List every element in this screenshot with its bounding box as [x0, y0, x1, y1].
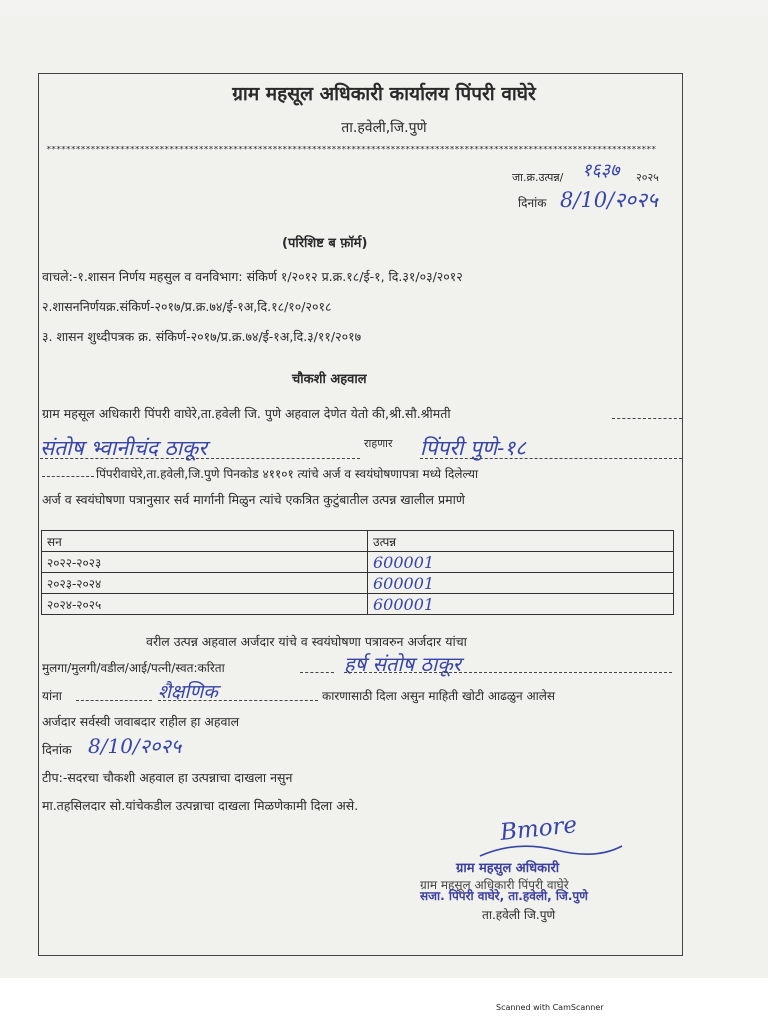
- blank-line: [300, 672, 334, 673]
- taluka-line: ता.हवेली,जि.पुणे: [341, 120, 427, 136]
- year-cell: २०२२-२०२३: [42, 552, 368, 573]
- body-line-3: पिंपरीवाघेरे,ता.हवेली,जि.पुणे पिनकोड ४११०१ त्यांचे अर्ज व स्वयंघोषणापत्रा मध्ये दिलेल्या: [96, 467, 479, 481]
- top-margin: [0, 0, 768, 16]
- beneficiary-underline: [344, 672, 672, 673]
- year-cell: २०२४-२०२५: [42, 594, 368, 615]
- report-date-value: 8/10/२०२५: [88, 734, 182, 758]
- outward-label: जा.क्र.उत्पन्न/: [512, 171, 564, 184]
- body-line-1: ग्राम महसूल अधिकारी पिंपरी वाघेरे,ता.हवेली जि. पुणे अहवाल देणेत येतो की,श्री.सौ.श्रीमती: [42, 406, 451, 421]
- income-cell: 600001: [368, 573, 674, 594]
- blank-line: [76, 700, 152, 701]
- section-heading: चौकशी अहवाल: [292, 372, 367, 387]
- note-line-1: टीप:-सदरचा चौकशी अहवाल हा उत्पन्नाचा दाखला नसुन: [42, 770, 293, 785]
- blank-line: [612, 418, 682, 419]
- residence-value: पिंपरी पुणे-१८: [420, 436, 527, 460]
- ref-date-value: 8/10/२०२५: [560, 188, 658, 212]
- blank-line: [42, 476, 94, 477]
- residence-underline: [420, 458, 682, 459]
- header-year: सन: [42, 531, 368, 552]
- scanner-watermark: Scanned with CamScanner: [496, 1003, 604, 1012]
- year-cell: २०२३-२०२४: [42, 573, 368, 594]
- star-divider: ****************************************************************************************************************************: [46, 146, 656, 154]
- table-row: [42, 552, 674, 573]
- table-row: [42, 573, 674, 594]
- header-income: उत्पन्न: [368, 531, 674, 552]
- ref-date-label: दिनांक: [518, 196, 547, 210]
- table-header-row: [42, 531, 674, 552]
- name-underline: [40, 458, 360, 459]
- residing-label: राहणार: [364, 437, 393, 450]
- form-label: (परिशिष्ट ब फ़ॉर्म): [282, 236, 368, 251]
- relation-label: मुलगा/मुलगी/वडील/आई/पत्नी/स्वत:करिता: [42, 661, 225, 675]
- stamp-line-1: ग्राम महसुल अधिकारी: [456, 861, 560, 876]
- income-cell: 600001: [368, 552, 674, 573]
- note-line-2: मा.तहसिलदार सो.यांचेकडील उत्पन्नाचा दाखला मिळणेकामी दिला असे.: [42, 798, 359, 813]
- to-label: यांना: [42, 689, 62, 703]
- income-table: [41, 530, 674, 615]
- applicant-name: संतोष भ्वानीचंद ठाकूर: [40, 436, 207, 460]
- body-line-4: अर्ज व स्वयंघोषणा पत्रानुसार सर्व मार्गानी मिळुन त्यांचे एकत्रित कुटुंबातील उत्पन्न खालील प्रमाणे: [42, 492, 465, 507]
- stamp-line-4: ता.हवेली जि.पुणे: [482, 908, 556, 922]
- reference-line-1: वाचले:-१.शासन निर्णय महसुल व वनविभाग: संकिर्ण १/२०१२ प्र.क्र.१८/ई-१, दि.३१/०३/२०१२: [42, 269, 463, 284]
- table-row: [42, 594, 674, 615]
- purpose-value: शैक्षणिक: [158, 681, 218, 703]
- reference-line-2: २.शासननिर्णयक्र.संकिर्ण-२०१७/प्र.क्र.७४/ई-१अ,दि.१८/१०/२०१८: [42, 299, 332, 314]
- purpose-rest: कारणासाठी दिला असुन माहिती खोटी आढळुन आलेस: [322, 689, 555, 703]
- office-title: ग्राम महसूल अधिकारी कार्यालय पिंपरी वाघेरे: [232, 83, 536, 105]
- stamp-line-2: ग्राम महसूल अधिकारी पिंपरी वाघेरे: [420, 878, 569, 892]
- report-date-label: दिनांक: [42, 742, 72, 757]
- purpose-underline: [158, 700, 318, 701]
- beneficiary-name: हर्ष संतोष ठाकूर: [344, 652, 461, 676]
- after-table-line-4: अर्जदार सर्वस्वी जवाबदार राहील हा अहवाल: [42, 714, 240, 729]
- reference-line-3: ३. शासन शुध्दीपत्रक क्र. संकिर्ण-२०१७/प्र.क्र.७४/ई-१अ,दि.३/११/२०१७: [42, 329, 362, 344]
- outward-year: २०२५: [636, 171, 659, 184]
- after-table-line-1: वरील उत्पन्न अहवाल अर्जदार यांचे व स्वयंघोषणा पत्रावरुन अर्जदार यांचा: [146, 634, 467, 649]
- stamp-line-3: सजा. पिंपरी वाघेरे, ता.हवेली, जि.पुणे: [420, 889, 588, 903]
- income-cell: 600001: [368, 594, 674, 615]
- officer-signature: Bmore: [498, 812, 579, 846]
- outward-number: १६३७: [582, 160, 620, 181]
